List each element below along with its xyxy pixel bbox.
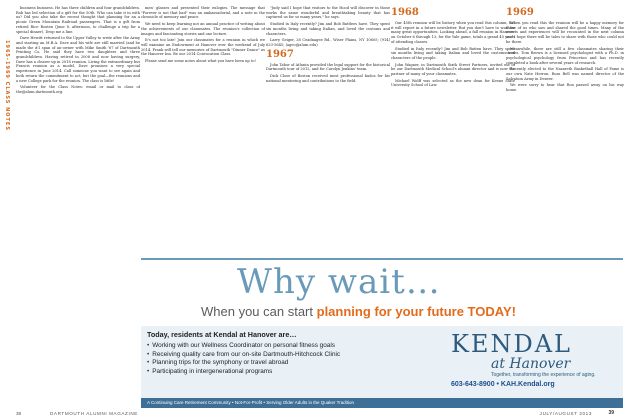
kendal-logo-block: [451, 332, 619, 388]
kendal-tagline: Together, transforming the experience of aging.: [491, 372, 596, 378]
kendal-logo: KENDAL: [451, 330, 572, 358]
paragraph: John Tabor of Atlanta provided the legal support for the historical Dartmouth tour of 2012, and for Carolyn Jenkins' team.: [266, 62, 390, 72]
class-year-heading: 1967: [266, 48, 294, 60]
paragraph: "Judy said I hope that visitors to the Hood will discover in those works the same wonderful and breathtaking beauty that has captured us for so many years," he says.: [266, 6, 390, 20]
ad-bullet: • Receiving quality care from our on-site Dartmouth-Hitchcock Clinic: [147, 351, 405, 360]
paragraph: Dick Close of Boston received most professional kudos for his national mentoring and contributions to the field.: [266, 74, 390, 83]
class-year-heading: 1969: [506, 7, 534, 18]
paragraph: We need to keep learning not an annual practice of writing about the achievements of our classmates. The reunion's collection of images and fascinating stories and one lecture.: [141, 22, 265, 36]
ad-headline: Today, residents at Kendal at Hanover are…: [147, 330, 297, 339]
ad-bullet: • Participating in intergenerational programs: [147, 368, 405, 377]
paragraph: When you read this the reunion will be a happy memory for those of us who saw and shared the good times. Many of the events and experiences will be recounted in the next column and I hope there will be tales to share with those who could not be there.: [506, 21, 624, 44]
class-year-heading: 1968: [391, 7, 419, 18]
ad-bullet-list: [147, 342, 405, 376]
paragraph: We were sorry to hear that Ron passed away on his way home.: [506, 83, 624, 93]
page-number-left: 38: [16, 411, 22, 416]
paragraph: Studied in Italy recently? Jim and Bob Batten have. They spent six months living and taking Italian and loved the customs and characters of the people.: [391, 46, 515, 60]
kendal-contact: 603-643-8900 • KAH.Kendal.org: [451, 381, 555, 388]
paragraph: Please send me some notes about what you have been up to!: [145, 59, 256, 64]
page-footer: [0, 408, 628, 420]
advertisement-body: [141, 326, 623, 408]
paragraph: It's not too late! Join our classmates for a reunion in which we will examine an Endowment at Hanover over the weekend of July 2014. Frank will tell our memories of Dartmouth "Dinner Dance" as the Hanover Inn. Be our 2014 Convocation Class.: [141, 38, 265, 57]
ad-title: Why wait…: [237, 262, 441, 302]
advertisement-header: [141, 258, 623, 324]
ad-benefits: [147, 330, 405, 376]
paragraph: Larry Geiger, 28 Ceadnagee Rd., Wiser Plains, NY 10605; (914) 633-5645; (ageo@alum.edu): [266, 38, 390, 47]
kendal-logo-subtitle: at Hanover: [491, 356, 571, 372]
ad-bullet: • Planning trips for the symphony or travel abroad: [147, 359, 405, 368]
class-notes-spine-label: 1965-1969 CLASS NOTES: [4, 40, 10, 131]
paragraph: Michael Wolff was selected as the new dean for Keene State University School of Law.: [391, 78, 515, 88]
paragraph: John Wagner, in Dartmouth Sixth Street Partners, invited me to be our Dartmouth Medical School's alumni director and is now the partner of many of your classmates.: [391, 62, 515, 77]
text-column-2: [141, 6, 265, 254]
paragraph: Studied in Italy recently? Jim and Bob Battlees have. They spent six months living and taking Italian, and loved the customs and characters.: [266, 22, 390, 36]
ad-subtitle: [201, 304, 623, 319]
magazine-name: DARTMOUTH ALUMNI MAGAZINE: [50, 411, 138, 416]
text-column-1: [16, 6, 140, 254]
paragraph: Volunteer for the Class Notes: email or mail to class of the@alum.dartmouth.org.: [16, 85, 140, 94]
ad-footer-band: A Continuing Care Retirement Community • Not-For-Profit • Serving Older Adults in the Quaker Tradition: [141, 398, 623, 408]
paragraph: men' glasses and presented their eulogies. The message that "Forever is not that bad" was an ambassadorial, and a note in the chronicle of memory and peace.: [141, 6, 265, 20]
ad-subtitle-text: When you can start: [201, 304, 317, 319]
spine: [0, 0, 12, 408]
paragraph: Our 45th reunion will be history when you read this column, but it will report in a future newsletter. But you don't have to wait for many great opportunities. Looking ahead, a fall reunion in Hanover on October 6 through 13, for the Yale game, totals a grand 45 years of attending classes.: [391, 21, 515, 44]
page-number-right: 39: [608, 410, 614, 416]
paragraph: Dave Hewitt returned to the Upper Valley to write after the Army and starting an M.B.A. Dave and his wife are still married (and he made the #1 span of an-owner with Mike Smith '67 of Dartmouth Printing Co. He said they have two daughters and three grandchildren. Having retired in 2008 and now having surgery, Dave has a clearer up in 2018 reunion. Living the extraordinary but Francis reunion as a model, Dave promises a very special experience in June 2014. Call someone you want to see again and both return the commitment to act, but the goal—the reunions and a new College park for the reunion. The class is little!: [16, 36, 140, 83]
paragraph: business business. He has three children and four grandchildren. Rob has led selection of a gift for the 50th. Who can take it in with us? Did you also take the recent thought that planning for an a picnic Green Mountain Railroad passengers. That is a gift from retired Rice Rosten (June 8, afternoon, to challenge a trip for a special dinner). Drop me a line.: [16, 6, 140, 34]
paragraph: Meanwhile, there are still a few classmates sharing their stories. Tom Brown is a licensed psychologist with a Ph.D. in psychological psychology from Princeton and has recently completed a book after several years of research.: [506, 46, 624, 65]
issue-date: JULY/AUGUST 2013: [539, 411, 592, 416]
ad-bullet: • Working with our Wellness Coordinator on personal fitness goals: [147, 342, 405, 351]
ad-subtitle-highlight: planning for your future TODAY!: [316, 304, 516, 319]
text-column-3: [266, 6, 390, 254]
text-column-4: [391, 6, 515, 254]
text-column-5: [506, 6, 624, 254]
paragraph: Recently elected to the Nazareth Basketball Hall of Fame is our own Nate Herron. Russ Bell was named director of the Salvation Army in Denver.: [506, 67, 624, 81]
